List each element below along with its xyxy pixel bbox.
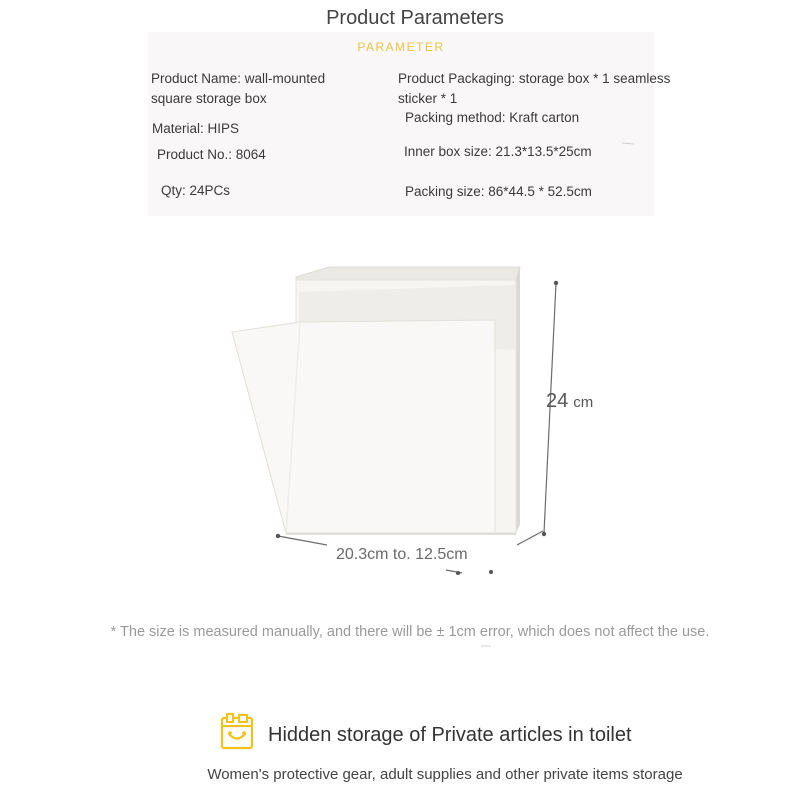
width-pin-left (276, 534, 280, 538)
box-flap (232, 320, 495, 533)
packing-size-spec: Packing size: 86*44.5 * 52.5cm (405, 184, 592, 199)
packaging-line1: Product Packaging: storage box * 1 seamless (398, 71, 671, 86)
width-dimension-label: 20.3cm to. 12.5cm (336, 546, 468, 563)
product-name-line2: square storage box (151, 91, 267, 106)
inner-box-size-spec: Inner box size: 21.3*13.5*25cm (404, 144, 592, 159)
parameter-tag: PARAMETER (357, 40, 445, 54)
page-title: Product Parameters (326, 7, 504, 29)
height-unit: cm (573, 394, 594, 411)
height-value: 24 (546, 390, 569, 412)
feature-title: Hidden storage of Private articles in toilet (268, 724, 632, 746)
height-dimension-label (546, 390, 593, 413)
measurement-note: * The size is measured manually, and there will be ± 1cm error, which does not affect the use. (110, 624, 710, 640)
width-dimension-line-left (278, 536, 327, 545)
width-dimension-line-right (517, 531, 543, 545)
box-side (516, 267, 520, 533)
height-pin-top (554, 281, 558, 285)
packing-method-spec: Packing method: Kraft carton (405, 110, 580, 125)
quantity-spec: Qty: 24PCs (161, 183, 231, 198)
packaging-line2: sticker * 1 (398, 91, 458, 106)
storage-box-icon (218, 712, 258, 752)
feature-subtitle: Women's protective gear, adult supplies and other private items storage (207, 766, 683, 783)
product-name-line1: Product Name: wall-mounted (151, 71, 326, 86)
material-spec: Material: HIPS (152, 121, 240, 136)
height-pin-bottom (542, 532, 546, 536)
width-pin-right (489, 570, 493, 574)
width-pin-bottom (456, 571, 460, 575)
product-number-spec: Product No.: 8064 (157, 147, 266, 162)
